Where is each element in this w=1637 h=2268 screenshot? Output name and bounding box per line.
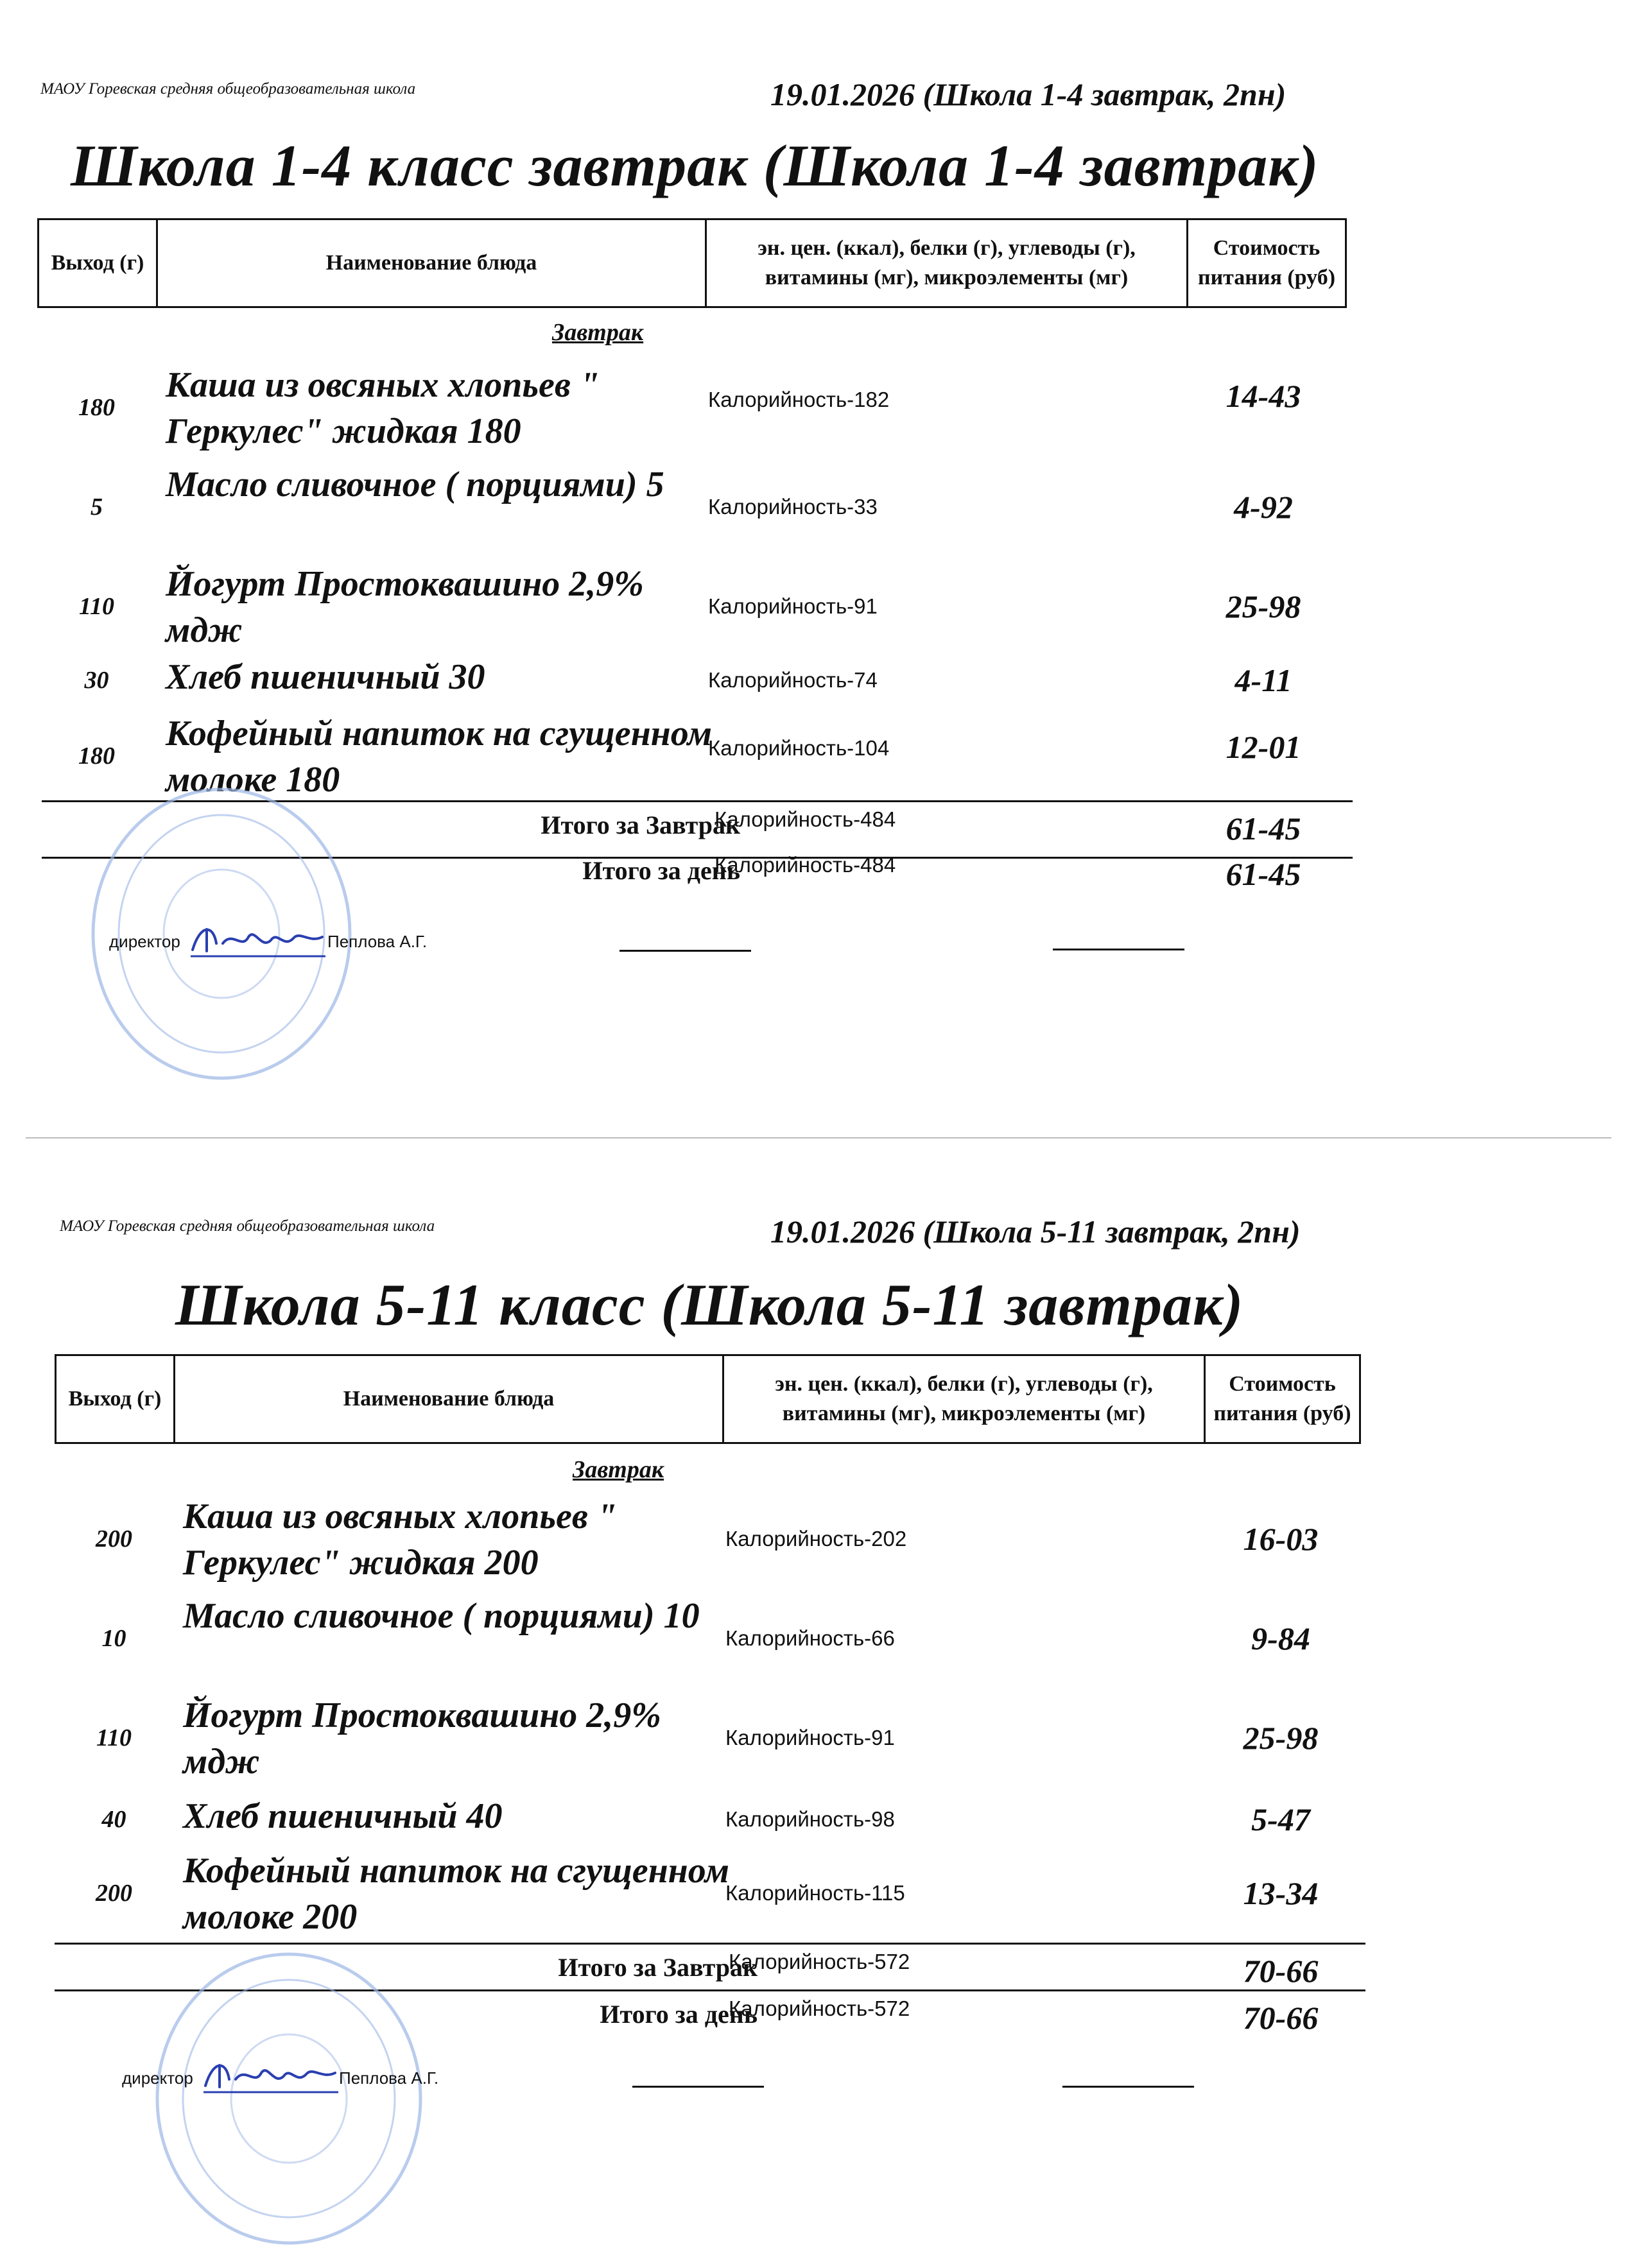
dish-name: Хлеб пшеничный 40 bbox=[183, 1796, 503, 1836]
table-row bbox=[55, 1693, 1361, 1783]
page-title: Школа 1-4 класс завтрак (Школа 1-4 завтрак) bbox=[71, 133, 1319, 198]
dish-yield: 180 bbox=[78, 743, 115, 769]
blank-line bbox=[1053, 949, 1184, 950]
dish-cost: 25-98 bbox=[1226, 588, 1301, 624]
dish-calories: Калорийность-182 bbox=[708, 388, 890, 411]
header-dish-name: Наименование блюда bbox=[158, 220, 707, 306]
dish-calories: Калорийность-91 bbox=[708, 594, 878, 618]
dish-calories: Калорийность-91 bbox=[725, 1726, 895, 1749]
table-row bbox=[37, 562, 1347, 651]
section-breakfast: Завтрак bbox=[552, 319, 644, 346]
dish-cost: 5-47 bbox=[1251, 1801, 1310, 1837]
dish-calories: Калорийность-98 bbox=[725, 1807, 895, 1831]
header-yield: Выход (г) bbox=[56, 1356, 175, 1442]
menu-date: 19.01.2026 (Школа 1-4 завтрак, 2пн) bbox=[770, 76, 1286, 112]
dish-cost: 25-98 bbox=[1243, 1720, 1319, 1756]
dish-yield: 10 bbox=[101, 1625, 126, 1652]
total-breakfast-cost: 70-66 bbox=[1243, 1953, 1319, 1989]
menu-date: 19.01.2026 (Школа 5-11 завтрак, 2пн) bbox=[770, 1214, 1301, 1250]
dish-yield: 200 bbox=[96, 1525, 132, 1552]
dish-name: Хлеб пшеничный 30 bbox=[166, 657, 485, 697]
dish-yield: 30 bbox=[84, 667, 109, 694]
header-dish-name: Наименование блюда bbox=[175, 1356, 724, 1442]
total-breakfast-calories: Калорийность-484 bbox=[715, 807, 896, 831]
dish-cost: 9-84 bbox=[1251, 1620, 1310, 1656]
menu-sheet-1 bbox=[0, 0, 1637, 1126]
page-divider bbox=[26, 1137, 1611, 1138]
total-day-calories: Калорийность-484 bbox=[715, 853, 896, 877]
dish-cost: 4-92 bbox=[1234, 489, 1293, 525]
blank-line bbox=[632, 2086, 764, 2088]
signature-name: Пеплова А.Г. bbox=[327, 932, 428, 951]
dish-yield: 110 bbox=[79, 593, 114, 620]
section-breakfast: Завтрак bbox=[573, 1456, 664, 1483]
table-row bbox=[55, 1494, 1361, 1584]
dish-name: Каша из овсяных хлопьев " Геркулес" жидкая 180 bbox=[166, 365, 600, 451]
total-day-label: Итого за день bbox=[600, 2000, 758, 2029]
dish-name: Йогурт Простоквашино 2,9% мдж bbox=[183, 1696, 661, 1782]
dish-name: Йогурт Простоквашино 2,9% мдж bbox=[166, 564, 644, 650]
total-day-cost: 61-45 bbox=[1226, 856, 1301, 892]
header-yield: Выход (г) bbox=[39, 220, 158, 306]
blank-line bbox=[619, 950, 751, 952]
dish-calories: Калорийность-33 bbox=[708, 495, 878, 519]
dish-cost: 16-03 bbox=[1243, 1521, 1319, 1557]
total-breakfast-cost: 61-45 bbox=[1226, 811, 1301, 846]
blank-line bbox=[1062, 2086, 1194, 2088]
signature-role: директор bbox=[109, 932, 180, 951]
dish-calories: Калорийность-115 bbox=[725, 1881, 905, 1905]
page-title: Школа 5-11 класс (Школа 5-11 завтрак) bbox=[175, 1272, 1244, 1337]
signature-name: Пеплова А.Г. bbox=[339, 2068, 439, 2088]
total-day-calories: Калорийность-572 bbox=[729, 1997, 910, 2020]
dish-calories: Калорийность-202 bbox=[725, 1527, 907, 1551]
dish-cost: 4-11 bbox=[1234, 662, 1292, 698]
header-cost: Стоимость питания (руб) bbox=[1213, 1372, 1351, 1425]
handwritten-signature bbox=[200, 2054, 342, 2099]
signature-role: директор bbox=[122, 2068, 193, 2088]
dish-cost: 12-01 bbox=[1226, 729, 1301, 765]
total-day-label: Итого за день bbox=[582, 856, 740, 885]
dish-cost: 13-34 bbox=[1243, 1875, 1319, 1911]
dish-yield: 5 bbox=[91, 494, 103, 520]
header-cost: Стоимость питания (руб) bbox=[1197, 236, 1336, 289]
table-row bbox=[55, 1848, 1361, 1938]
dish-calories: Калорийность-104 bbox=[708, 736, 890, 760]
dish-yield: 110 bbox=[96, 1724, 132, 1751]
table-row bbox=[37, 363, 1347, 452]
dish-name: Кофейный напиток на сгущенном молоке 200 bbox=[183, 1851, 729, 1937]
dish-name: Каша из овсяных хлопьев " Геркулес" жидкая 200 bbox=[183, 1497, 617, 1583]
dish-yield: 40 bbox=[101, 1806, 126, 1833]
total-breakfast-calories: Калорийность-572 bbox=[729, 1950, 910, 1973]
table-row bbox=[55, 1594, 1361, 1683]
total-breakfast-label: Итого за Завтрак bbox=[558, 1953, 758, 1982]
table-row bbox=[37, 655, 1347, 706]
total-breakfast-label: Итого за Завтрак bbox=[541, 811, 740, 839]
menu-sheet-2 bbox=[0, 1142, 1637, 2268]
header-nutrients: эн. цен. (ккал), белки (г), углеводы (г), витамины (мг), микроэлементы (мг) bbox=[707, 220, 1188, 306]
organization-name: МАОУ Горевская средняя общеобразовательная школа bbox=[60, 1217, 435, 1235]
table-header bbox=[55, 1354, 1361, 1444]
table-header bbox=[37, 218, 1347, 308]
dish-calories: Калорийность-66 bbox=[725, 1626, 895, 1650]
dish-yield: 200 bbox=[96, 1880, 132, 1907]
dish-name: Масло сливочное ( порциями) 10 bbox=[183, 1596, 700, 1636]
dish-yield: 180 bbox=[78, 394, 115, 421]
header-nutrients: эн. цен. (ккал), белки (г), углеводы (г), витамины (мг), микроэлементы (мг) bbox=[724, 1356, 1206, 1442]
table-row bbox=[55, 1794, 1361, 1845]
dish-name: Кофейный напиток на сгущенном молоке 180 bbox=[166, 714, 712, 800]
dish-calories: Калорийность-74 bbox=[708, 668, 878, 692]
organization-name: МАОУ Горевская средняя общеобразовательная школа bbox=[40, 80, 416, 98]
dish-cost: 14-43 bbox=[1226, 378, 1301, 414]
total-day-cost: 70-66 bbox=[1243, 2000, 1319, 2036]
handwritten-signature bbox=[187, 918, 329, 963]
table-row bbox=[37, 462, 1347, 552]
dish-name: Масло сливочное ( порциями) 5 bbox=[166, 465, 664, 504]
